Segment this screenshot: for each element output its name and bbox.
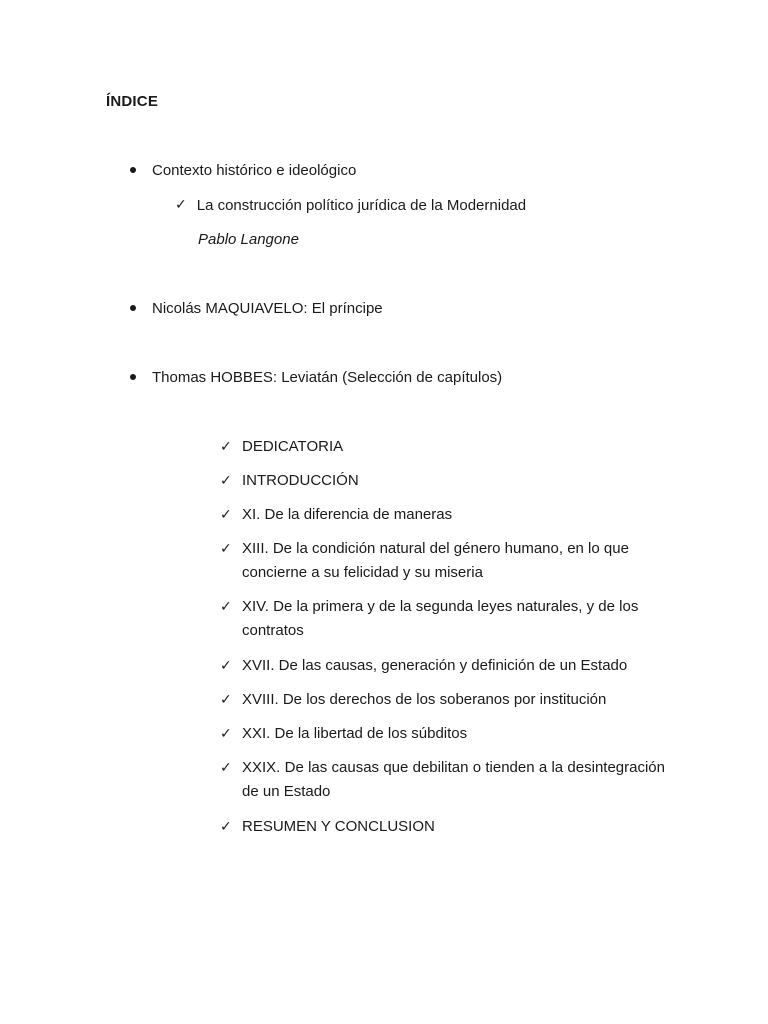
chapter-item [220, 537, 665, 585]
checkmark-icon: ✓ [220, 439, 232, 455]
author-name: Pablo Langone [198, 231, 299, 248]
section-context [130, 162, 356, 179]
chapter-item [220, 435, 665, 459]
section-hobbes [130, 369, 502, 386]
chapter-label: DEDICATORIA [242, 438, 344, 455]
checkmark-icon: ✓ [220, 760, 232, 776]
chapter-label: XIV. De la primera y de la segunda leyes naturales, y de los contratos [242, 598, 639, 639]
section-label: Nicolás MAQUIAVELO: El príncipe [152, 300, 383, 317]
checkmark-icon: ✓ [220, 819, 232, 835]
section-label: Contexto histórico e ideológico [152, 162, 357, 179]
checkmark-icon: ✓ [220, 692, 232, 708]
chapter-label: XXIX. De las causas que debilitan o tienden a la desintegración de un Estado [242, 759, 665, 800]
chapter-label: XVII. De las causas, generación y definición de un Estado [242, 657, 628, 674]
checkmark-icon: ✓ [220, 599, 232, 615]
checkmark-icon: ✓ [220, 658, 232, 674]
chapter-item [220, 756, 665, 804]
checkmark-icon: ✓ [220, 507, 232, 523]
bullet-dot-icon [130, 167, 136, 173]
checkmark-icon: ✓ [220, 541, 232, 557]
index-heading: ÍNDICE [106, 93, 159, 110]
chapter-item [220, 722, 665, 746]
section-maquiavelo [130, 300, 383, 317]
checkmark-icon: ✓ [220, 726, 232, 742]
checkmark-icon: ✓ [175, 197, 187, 213]
bullet-dot-icon [130, 305, 136, 311]
bullet-dot-icon [130, 374, 136, 380]
chapter-item [220, 595, 665, 643]
subsection-label: La construcción político jurídica de la Modernidad [196, 197, 527, 214]
checkmark-icon: ✓ [220, 473, 232, 489]
chapter-item [220, 688, 665, 712]
chapter-label: RESUMEN Y CONCLUSION [242, 818, 435, 835]
chapter-item [220, 654, 665, 678]
chapter-label: XXI. De la libertad de los súbditos [242, 725, 468, 742]
section-label: Thomas HOBBES: Leviatán (Selección de capítulos) [152, 369, 503, 386]
chapter-item [220, 815, 665, 839]
subsection-construccion [175, 197, 526, 214]
chapter-label: XVIII. De los derechos de los soberanos por institución [242, 691, 607, 708]
chapter-item [220, 469, 665, 493]
chapter-item [220, 503, 665, 527]
chapter-label: INTRODUCCIÓN [242, 472, 359, 489]
chapter-label: XI. De la diferencia de maneras [242, 506, 453, 523]
chapter-label: XIII. De la condición natural del género humano, en lo que concierne a su felicidad y su miseria [242, 540, 629, 581]
